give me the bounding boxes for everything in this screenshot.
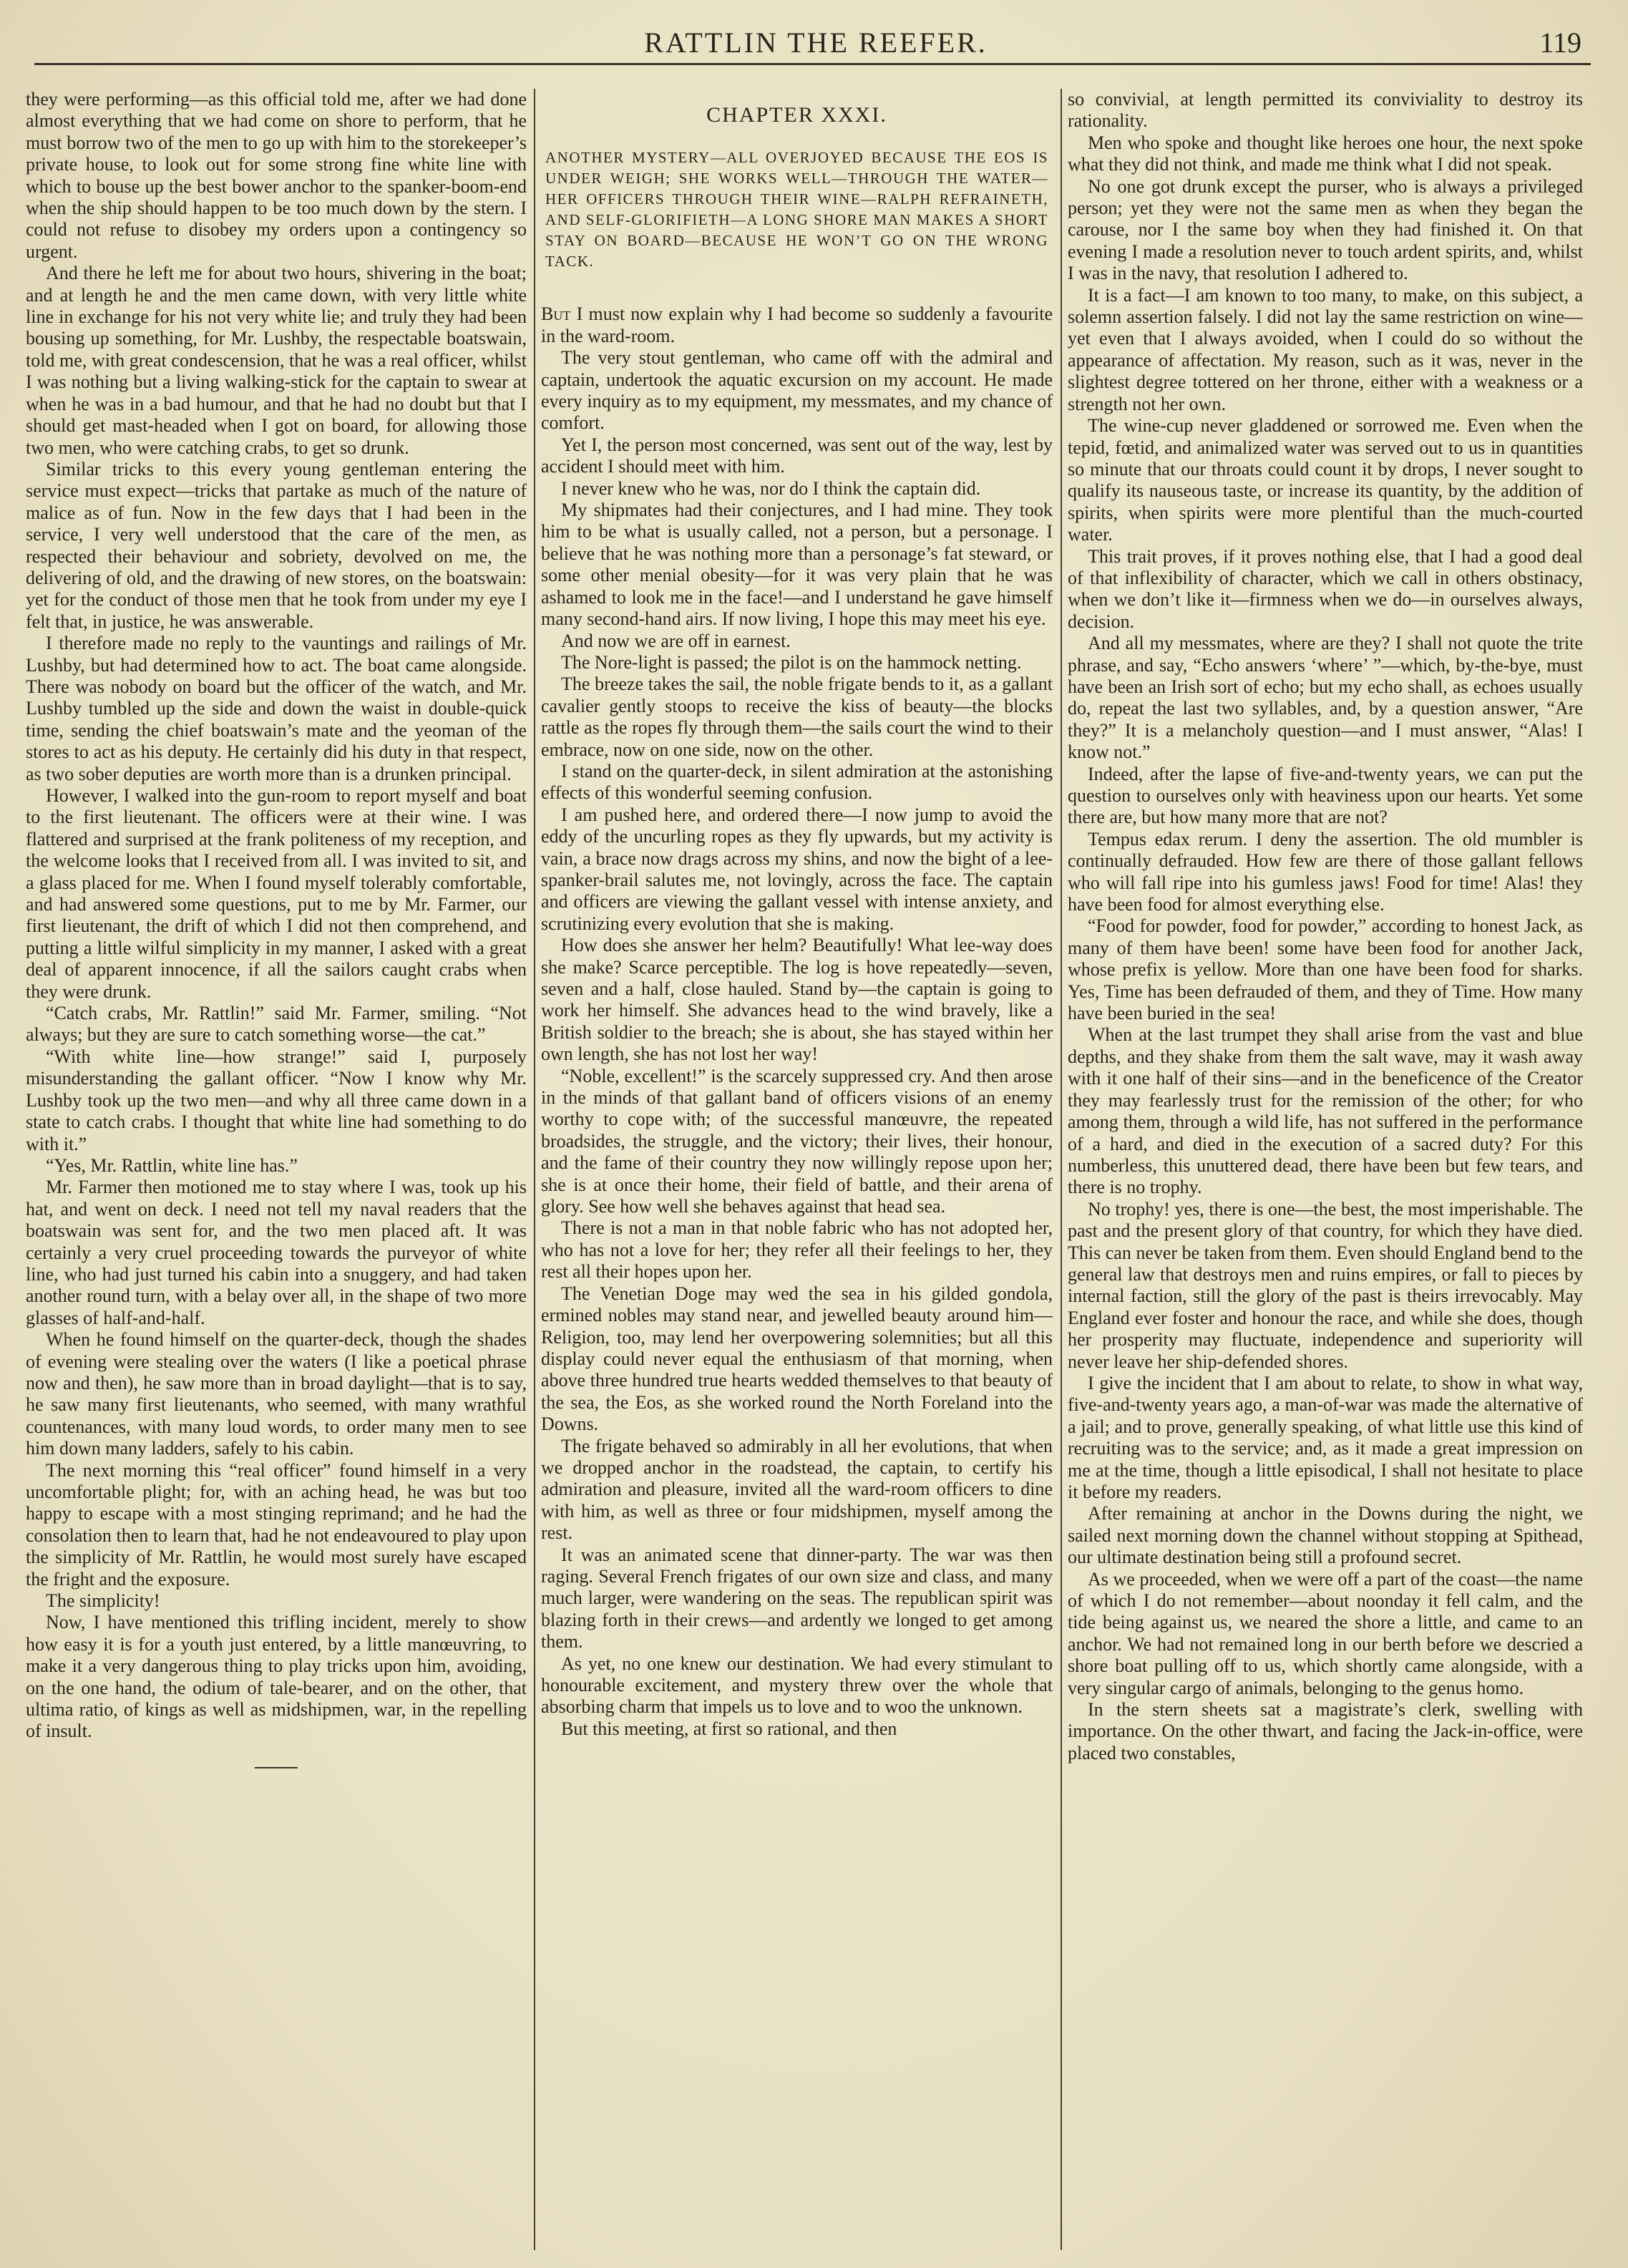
paragraph: Tempus edax rerum. I deny the assertion. The old mumbler is continually defrauded. How few are there of those gallant fellows who will fall ripe into his gumless jaws! Food for time! Alas! they have been food for almost everything else. [1068, 828, 1583, 915]
paragraph: I therefore made no reply to the vauntings and railings of Mr. Lushby, but had determined how to act. The boat came alongside. There was nobody on board but the officer of the watch, and Mr. Lushby tumbled up the side and down the waist in double-quick time, sending the chief boatswain’s mate and the yeoman of the stores to act as his deputy. He certainly did his duty in that respect, as two sober deputies are worth more than is a drunken principal. [26, 633, 527, 784]
paragraph: When at the last trumpet they shall arise from the vast and blue depths, and they shake from them the salt wave, may it wash away with it one half of their sins—and in the beneficence of the Creator they may fearlessly trust for the remission of the other; for who among them, through a wild life, has not suffered in the performance of a hard, and died in the execution of a sacred duty? For this numberless, this unuttered dead, there have been but few tears, and there is no trophy. [1068, 1024, 1583, 1198]
paragraph: And now we are off in earnest. [561, 630, 791, 651]
paragraph: Men who spoke and thought like heroes one hour, the next spoke what they did not think, and made me think what I did not speak. [1068, 132, 1583, 175]
paragraph: “Catch crabs, Mr. Rattlin!” said Mr. Farmer, smiling. “Not always; but they are sure to catch something worse—the cat.” [26, 1003, 527, 1046]
paragraph: Mr. Farmer then motioned me to stay where I was, took up his hat, and went on deck. I need not tell my naval readers that the boatswain was sent for, and the two men placed aft. It was certainly a very cruel proceeding towards the purveyor of white line, who had just turned his cabin into a snuggery, and had taken another round turn, with a belay over all, in the shape of two more glasses of half-and-half. [26, 1177, 527, 1328]
paragraph: After remaining at anchor in the Downs during the night, we sailed next morning down the channel without stopping at Spithead, our ultimate destination being still a profound secret. [1068, 1503, 1583, 1568]
paragraph: The next morning this “real officer” found himself in a very uncomfortable plight; for, with an aching head, he was but too happy to escape with a most stinging reprimand; and he had the consolation then to learn that, had he not endeavoured to play upon the simplicity of Mr. Rattlin, he would most surely have escaped the fright and the exposure. [26, 1459, 527, 1590]
paragraph: Now, I have mentioned this trifling incident, merely to show how easy it is for a youth just entered, by a little manœuvring, to make it a very dangerous thing to play tricks upon him, avoiding, on the one hand, the odium of tale-bearer, and on the other, that ultima ratio, of kings as well as midshipmen, war, in the repelling of insult. [26, 1612, 527, 1742]
page-header [36, 26, 1596, 69]
paragraph: No one got drunk except the purser, who is always a privileged person; yet they were not the same men as when they began the carouse, nor I the same boy when they had finished it. On that evening I made a resolution never to touch ardent spirits, and, whilst I was in the navy, that resolution I adhered to. [1068, 175, 1583, 284]
paragraph: There is not a man in that noble fabric who has not adopted her, who has not a love for her; they refer all their feelings to her, they rest all their hopes upon her. [541, 1217, 1053, 1283]
paragraph: they were performing—as this official told me, after we had done almost everything that we had come on shore to perform, that he must borrow two of the men to go up with him to the storekeeper’s private house, to look out for some strong fine white line with which to bouse up the best bower anchor to the spanker-boom-end when the ship should happen to be too much down by the stern. I could not refuse to disobey my orders upon a contingency so urgent. [26, 89, 527, 262]
paragraph: How does she answer her helm? Beautifully! What lee-way does she make? Scarce perceptible. The log is hove repeatedly—seven, seven and a half, close hauled. Stand by—the captain is going to work her himself. She advances head to the wind bravely, like a British soldier to the breach; she is about, she has stayed within her own length, she has not lost her way! [541, 935, 1053, 1065]
paragraph: so convivial, at length permitted its conviviality to destroy its rationality. [1068, 89, 1583, 132]
paragraph: The wine-cup never gladdened or sorrowed me. Even when the tepid, fœtid, and animalized water was served out to us in quantities so minute that our throats could count it by drops, I never sought to qualify its nauseous taste, or increase its quantity, by the addition of spirits, when spirits were more plentiful than the much-courted water. [1068, 415, 1583, 545]
paragraph: It was an animated scene that dinner-party. The war was then raging. Several French frigates of our own size and class, and many much larger, were wandering on the seas. The republican spirit was blazing forth in their crews—and ardently we longed to get among them. [541, 1544, 1053, 1653]
paragraph: As yet, no one knew our destination. We had every stimulant to honourable excitement, and mystery threw over the whole that absorbing charm that impels us to love and to woo the unknown. [541, 1653, 1053, 1718]
page-number: 119 [1539, 26, 1581, 59]
column-2 [541, 89, 1053, 2250]
paragraph: And all my messmates, where are they? I shall not quote the trite phrase, and say, “Echo answers ‘where’ ”—which, by-the-bye, must have been an Irish sort of echo; but my echo shall, as echoes usually do, repeat the last two syllables, and, by a question answer, “Are they?” It is a melancholy question—and I must answer, “Alas! I know not.” [1068, 633, 1583, 763]
header-rule [34, 63, 1591, 65]
paragraph: I stand on the quarter-deck, in silent admiration at the astonishing effects of this wonderful seeming confusion. [541, 760, 1053, 804]
chapter-synopsis: ANOTHER MYSTERY—ALL OVERJOYED BECAUSE THE EOS IS UNDER WEIGH; SHE WORKS WELL—THROUGH THE WATER—HER OFFICERS THROUGH THEIR WINE—RALPH REFRAINETH, AND SELF-GLORIFIETH—A LONG SHORE MAN MAKES A SHORT STAY ON BOARD—BECAUSE HE WON’T GO ON THE WRONG TACK. [545, 149, 1048, 271]
paragraph: The breeze takes the sail, the noble frigate bends to it, as a gallant cavalier gently stoops to receive the kiss of beauty—the blocks rattle as the ropes fly through them—the sails court the wind to their embrace, now on one side, now on the other. [541, 673, 1053, 760]
paragraph: I am pushed here, and ordered there—I now jump to avoid the eddy of the uncurling ropes as they fly upwards, but my activity is vain, a brace now drags across my shins, and now the bight of a lee-spanker-brail salutes me, not lovingly, across the face. The captain and officers are viewing the gallant vessel with intense anxiety, and scrutinizing every evolution that she is making. [541, 804, 1053, 934]
paragraph: The Nore-light is passed; the pilot is on the hammock netting. [561, 651, 1022, 673]
paragraph: Yet I, the person most concerned, was sent out of the way, lest by accident I should meet with him. [541, 434, 1053, 477]
paragraph: “Noble, excellent!” is the scarcely suppressed cry. And then arose in the minds of that gallant band of officers visions of an enemy worthy to cope with; of the successful manœuvre, the repeated broadsides, the struggle, and the victory; their lives, their honour, and the fame of their country they now willingly repose upon her; she is at once their home, their field of battle, and their arena of glory. See how well she behaves against that head sea. [541, 1065, 1053, 1217]
paragraph: It is a fact—I am known to too many, to make, on this subject, a solemn assertion falsely. I did not lay the same restriction on wine—yet even that I always avoided, when I could do so without the appearance of affectation. My reason, such as it was, never in the slightest degree tottered on her throne, either with a weakness or a strength not her own. [1068, 284, 1583, 414]
paragraph: The Venetian Doge may wed the sea in his gilded gondola, ermined nobles may stand near, and jewelled beauty around him—Religion, too, may lend her overpowering solemnities; but all this display could never equal the enthusiasm of that morning, when above three hundred true hearts wedded themselves to that beauty of the sea, the Eos, as she worked round the North Foreland into the Downs. [541, 1283, 1053, 1435]
paragraph: My shipmates had their conjectures, and I had mine. They took him to be what is usually called, not a person, but a personage. I believe that he was nothing more than a personage’s fat steward, or some other menial obesity—for it was very plain that he was ashamed to look me in the face!—and I understand he gave himself many second-hand airs. If now living, I hope this may meet his eye. [541, 500, 1053, 630]
paragraph: “Food for powder, food for powder,” according to honest Jack, as many of them have been! some have been food for another Jack, whose prefix is yellow. More than one have been food for sharks. Yes, Time has been defrauded of them, and they of Time. How many have been buried in the sea! [1068, 915, 1583, 1024]
opening-text: I must now explain why I had become so suddenly a favourite in the ward-room. [541, 303, 1053, 346]
column-divider [1061, 89, 1062, 2250]
end-rule [255, 1767, 298, 1768]
paragraph: The very stout gentleman, who came off with the admiral and captain, undertook the aquatic excursion on my account. He made every inquiry as to my equipment, my messmates, and my chance of comfort. [541, 347, 1053, 434]
paragraph: The simplicity! [46, 1590, 160, 1612]
column-1 [26, 89, 527, 2250]
opening-word: But [541, 303, 571, 325]
paragraph: But this meeting, at first so rational, and then [561, 1718, 897, 1739]
paragraph: When he found himself on the quarter-deck, though the shades of evening were stealing over the waters (I like a poetical phrase now and then), he saw more than in broad daylight—that is to say, he saw many first lieutenants, who seemed, with many wrathful countenances, with many loud words, to order many men to see him down many ladders, safely to his cabin. [26, 1329, 527, 1459]
paragraph: This trait proves, if it proves nothing else, that I had a good deal of that inflexibility of character, which we call in others obstinacy, when we don’t like it—firmness when we do—in ourselves always, decision. [1068, 545, 1583, 632]
paragraph: No trophy! yes, there is one—the best, the most imperishable. The past and the present glory of that country, for which they have died. This can never be taken from them. Even should England bend to the general law that destroys men and ruins empires, or fall to pieces by internal faction, still the glory of the past is theirs irrevocably. May England ever foster and honour the race, and while she does, though her prosperity may fluctuate, independence and superiority will never leave her ship-defended shores. [1068, 1198, 1583, 1372]
paragraph: In the stern sheets sat a magistrate’s clerk, swelling with importance. On the other thwart, and facing the Jack-in-office, were placed two constables, [1068, 1699, 1583, 1763]
paragraph: Similar tricks to this every young gentleman entering the service must expect—tricks that partake as much of the nature of malice as of fun. Now in the few days that I had been in the service, I very well understood that the care of the men, as respected their behaviour and sobriety, devolved on me, the delivering of old, and the drawing of new stores, on the boatswain: yet for the conduct of those men that he took from under my eye I felt that, in justice, he was answerable. [26, 458, 527, 632]
column-divider [534, 89, 535, 2250]
column-3 [1068, 89, 1583, 2250]
paragraph: I give the incident that I am about to relate, to show in what way, five-and-twenty years ago, a man-of-war was made the alternative of a jail; and to prove, generally speaking, of what little use this kind of recruiting was to the service; and, as it made a great impression on me at the time, though a little episodical, I shall not hesitate to place it before my readers. [1068, 1372, 1583, 1502]
paragraph: “Yes, Mr. Rattlin, white line has.” [46, 1154, 298, 1176]
running-title: RATTLIN THE REEFER. [644, 26, 988, 59]
paragraph: Indeed, after the lapse of five-and-twenty years, we can put the question to ourselves only with heaviness upon our hearts. Yet some there are, but how many more that are not? [1068, 763, 1583, 828]
paragraph: As we proceeded, when we were off a part of the coast—the name of which I do not remember—about noonday it fell calm, and the tide being against us, we neared the shore a little, and came to an anchor. We had not remained long in our berth before we descried a shore boat pulling off to us, which shortly came alongside, with a very singular cargo of animals, belonging to the genus homo. [1068, 1568, 1583, 1698]
paragraph: The frigate behaved so admirably in all her evolutions, that when we dropped anchor in the roadstead, the captain, to certify his admiration and pleasure, invited all the ward-room officers to dine with him, as well as three or four midshipmen, myself among the rest. [541, 1435, 1053, 1544]
opening-paragraph [541, 303, 1053, 347]
paragraph: And there he left me for about two hours, shivering in the boat; and at length he and the men came down, with very little white line in exchange for his not very white lie; and truly they had been bousing up something, for Mr. Lushby, the respectable boatswain, told me, with great condescension, that he was a real officer, whilst I was nothing but a living walking-stick for the captain to swear at when he was in a bad humour, and that he had no doubt but that I should get mast-headed when I got on board, for allowing those two men, who were catching crabs, to get so drunk. [26, 263, 527, 458]
paragraph: “With white line—how strange!” said I, purposely misunderstanding the gallant officer. “Now I know why Mr. Lushby took up the two men—and why all three came down in a state to catch crabs. I thought that white line had something to do with it.” [26, 1046, 527, 1154]
chapter-title: CHAPTER XXXI. [706, 103, 887, 127]
paragraph: However, I walked into the gun-room to report myself and boat to the first lieutenant. The officers were at their wine. I was flattered and surprised at the frank politeness of my reception, and the welcome looks that I received from all. I was invited to sit, and a glass placed for me. When I found myself tolerably comfortable, and had answered some questions, put to me by Mr. Farmer, our first lieutenant, the drift of which I did not then comprehend, and putting a little wilful simplicity in my manner, I asked with a great deal of apparent innocence, if all the sailors caught crabs when they were drunk. [26, 785, 527, 1002]
paragraph: I never knew who he was, nor do I think the captain did. [561, 477, 981, 499]
